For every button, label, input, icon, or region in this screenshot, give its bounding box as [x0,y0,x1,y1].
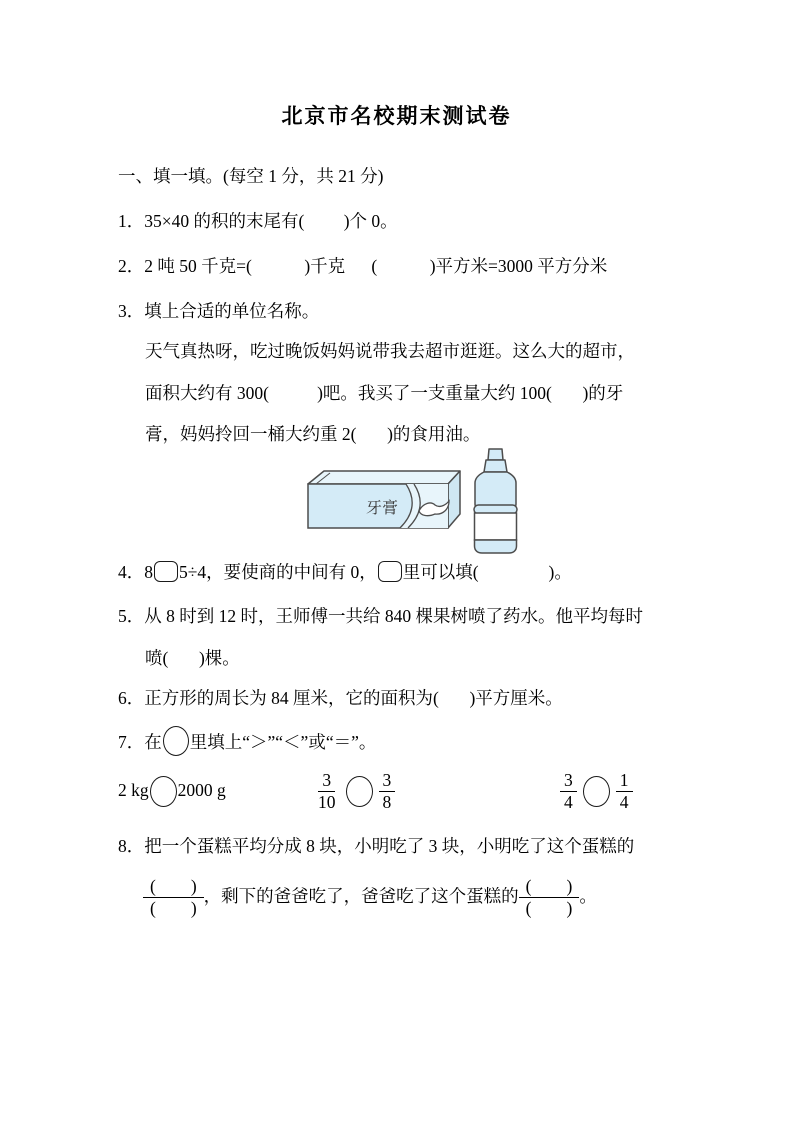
question-5-line-1: 5．从 8 时到 12 时，王师傅一共给 840 棵果树喷了药水。他平均每时 [118,606,643,626]
fraction-3-4 [560,770,577,812]
question-3-paragraph-line-2: 面积大约有 300( )吧。我买了一支重量大约 100( )的牙 [145,383,624,403]
question-5-line-2: 喷( )棵。 [145,648,240,668]
compare-group-2 [314,765,395,817]
compare-group-3 [560,765,633,817]
compare-circle-icon [150,776,177,807]
question-7-prefix: 7．在 [118,732,162,752]
blank-fraction-numerator: ( ) [143,876,204,898]
oil-bottle-illustration [471,447,521,557]
fraction-denominator: 4 [564,791,573,812]
question-7 [118,726,376,756]
compare-1-right: 2000 g [177,780,226,801]
question-4-mid: 5÷4，要使商的中间有 0， [179,562,377,582]
fraction-numerator: 3 [318,770,335,792]
question-6: 6．正方形的周长为 84 厘米，它的面积为( )平方厘米。 [118,688,563,708]
compare-circle-icon [346,776,373,807]
blank-fraction-2 [519,876,580,918]
blank-fraction-numerator: ( ) [519,876,580,898]
question-4 [118,561,572,584]
question-8-end-punct: 。 [579,886,597,907]
page-title: 北京市名校期末测试卷 [281,104,512,128]
compare-group-1 [118,765,226,817]
fraction-numerator: 3 [379,770,396,792]
toothpaste-illustration [302,467,468,531]
compare-1-left: 2 kg [118,780,149,801]
blank-fraction-denominator: ( ) [150,897,197,918]
fraction-3-10 [314,770,340,812]
question-4-suffix: 里可以填( )。 [402,562,572,582]
blank-fraction-denominator: ( ) [525,897,573,918]
question-4-prefix: 4．8 [118,562,153,582]
compare-circle-icon [163,726,189,756]
question-3: 3．填上合适的单位名称。 [118,301,320,321]
question-7-suffix: 里填上“＞”“＜”或“＝”。 [189,732,377,752]
fraction-numerator: 3 [560,770,577,792]
question-3-paragraph-line-3: 膏，妈妈拎回一桶大约重 2( )的食用油。 [145,424,481,444]
toothpaste-box-label: 牙膏 [365,500,399,517]
fraction-numerator: 1 [616,770,633,792]
fraction-1-4 [616,770,633,812]
fraction-denominator: 10 [318,791,336,812]
blank-box-icon [154,561,178,582]
section-heading: 一、填一填。(每空 1 分，共 21 分) [118,166,384,186]
question-8-line-2 [143,869,597,925]
question-1: 1．35×40 的积的末尾有( )个 0。 [118,211,398,231]
fraction-3-8 [379,770,396,812]
question-8-line-1: 8．把一个蛋糕平均分成 8 块，小明吃了 3 块，小明吃了这个蛋糕的 [118,836,635,856]
question-3-paragraph-line-1: 天气真热呀，吃过晚饭妈妈说带我去超市逛逛。这么大的超市， [145,341,635,361]
question-8-mid-text: ，剩下的爸爸吃了，爸爸吃了这个蛋糕的 [203,886,519,907]
blank-box-icon [378,561,402,582]
blank-fraction-1 [143,876,204,918]
fraction-denominator: 4 [619,791,629,812]
fraction-denominator: 8 [382,791,392,812]
question-2: 2．2 吨 50 千克=( )千克 ( )平方米=3000 平方分米 [118,256,608,276]
compare-circle-icon [583,776,610,807]
